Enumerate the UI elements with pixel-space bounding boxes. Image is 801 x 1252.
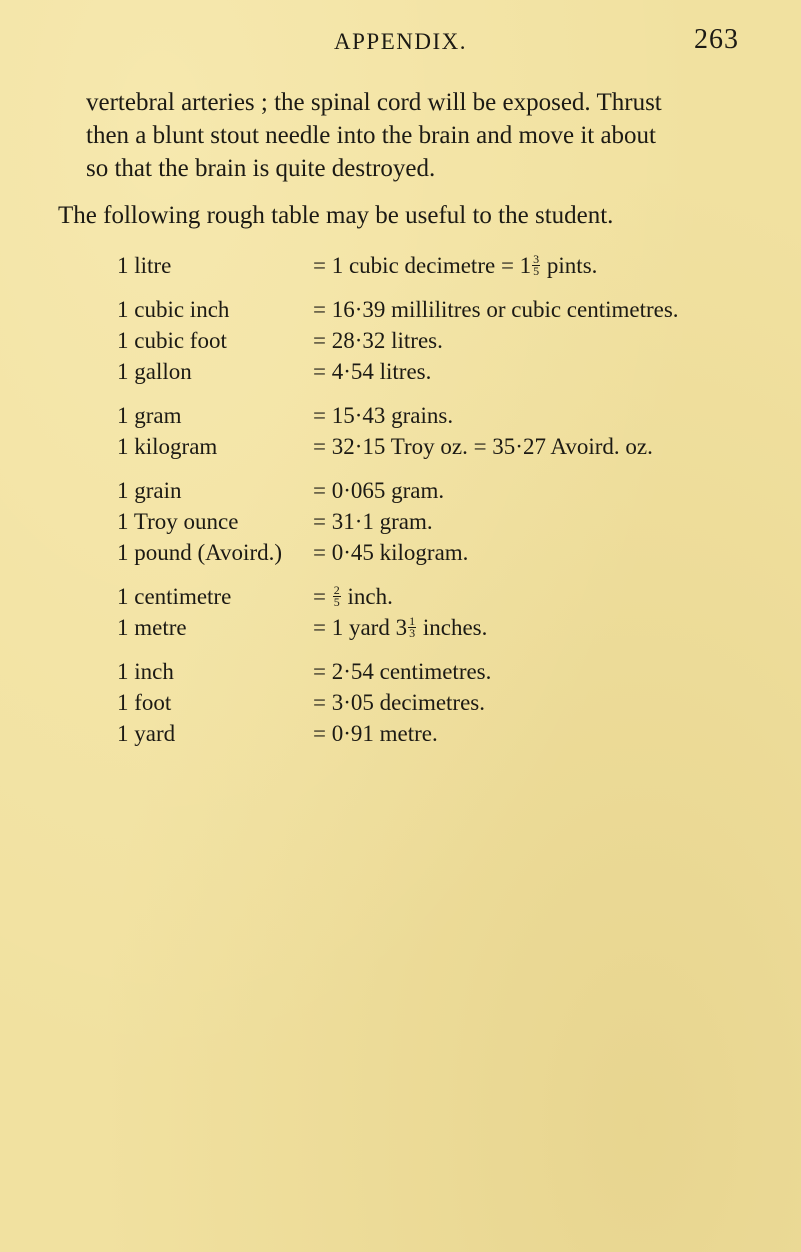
value-cell: = 4·54 litres. [313,359,432,384]
table-group-length-metric [117,581,797,643]
paragraph-line: then a blunt stout needle into the brain and move it about [86,122,657,149]
unit-cell: 1 Troy ounce [117,509,239,534]
unit-cell: 1 grain [117,478,182,503]
table-row [117,687,797,718]
value-cell: = 31·1 gram. [313,509,433,534]
table-row [117,581,797,612]
value-cell [313,250,797,281]
table-row [117,294,797,325]
paragraph-line: so that the brain is quite destroyed. [86,155,436,182]
fraction [532,254,540,277]
table-group-mass-metric [117,400,797,462]
table-group-length-imperial [117,656,797,749]
unit-cell: 1 pound (Avoird.) [117,540,283,565]
table-row [117,612,797,643]
unit-cell: 1 gallon [117,359,192,384]
running-title: APPENDIX. [334,29,467,54]
value-cell: = 15·43 grains. [313,403,454,428]
table-row [117,431,797,462]
unit-cell: 1 yard [117,721,176,746]
fraction [408,616,416,639]
conversion-table [117,250,797,762]
fraction-numerator: 2 [333,583,340,598]
page-number: 263 [694,24,739,55]
value-text: = [313,584,332,609]
table-group-volume [117,294,797,387]
value-cell [313,581,797,612]
body-paragraph [86,86,776,185]
table-row [117,475,797,506]
value-cell: = 3·05 decimetres. [313,690,485,715]
fraction [333,585,341,608]
fraction-denominator: 5 [333,595,340,610]
value-cell: = 28·32 litres. [313,328,443,353]
unit-cell: 1 gram [117,403,182,428]
value-suffix: inch. [341,584,393,609]
table-row [117,400,797,431]
table-group-mass-imperial [117,475,797,568]
table-row [117,718,797,749]
value-text: = 1 cubic decimetre = 1 [313,253,532,278]
table-row [117,656,797,687]
unit-cell: 1 centimetre [117,584,232,609]
unit-cell: 1 cubic inch [117,297,230,322]
table-group-volume-litre [117,250,797,281]
value-cell: = 0·065 gram. [313,478,445,503]
value-cell [313,612,797,643]
value-cell: = 16·39 millilitres or cubic centimetres. [313,297,679,322]
table-row [117,250,797,281]
value-suffix: pints. [541,253,598,278]
fraction-denominator: 3 [409,626,416,641]
table-intro: The following rough table may be useful to the student. [58,202,614,229]
table-row [117,506,797,537]
table-row [117,537,797,568]
unit-cell: 1 metre [117,615,187,640]
fraction-denominator: 5 [533,264,540,279]
paragraph-line: vertebral arteries ; the spinal cord will be exposed. Thrust [86,89,662,116]
unit-cell: 1 inch [117,659,174,684]
value-cell: = 32·15 Troy oz. = 35·27 Avoird. oz. [313,434,653,459]
unit-cell: 1 litre [117,253,172,278]
value-cell: = 0·45 kilogram. [313,540,469,565]
unit-cell: 1 cubic foot [117,328,227,353]
unit-cell: 1 kilogram [117,434,218,459]
unit-cell: 1 foot [117,690,172,715]
value-suffix: inches. [417,615,488,640]
fraction-numerator: 1 [409,614,416,629]
table-row [117,356,797,387]
value-cell: = 2·54 centimetres. [313,659,492,684]
value-text: = 1 yard 3 [313,615,408,640]
table-row [117,325,797,356]
value-cell: = 0·91 metre. [313,721,438,746]
fraction-numerator: 3 [533,252,540,267]
